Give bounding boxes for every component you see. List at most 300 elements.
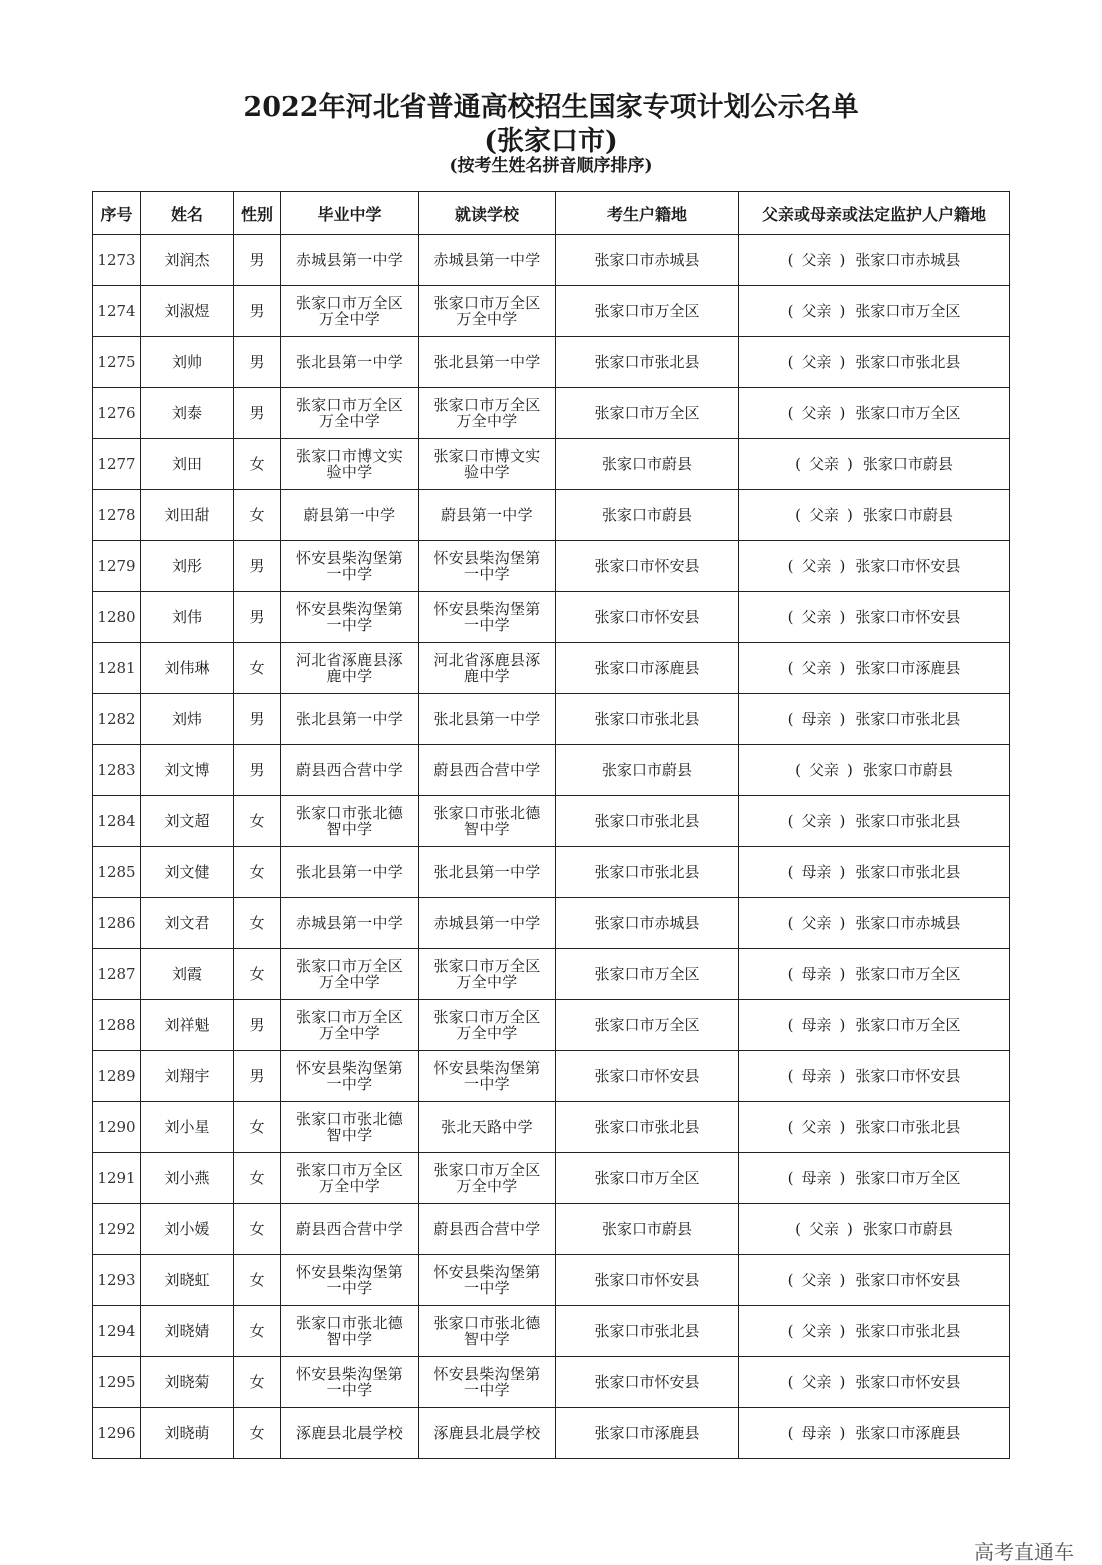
guardian-household-place: 张家口市赤城县: [855, 251, 961, 269]
guardian-household-place: 张家口市张北县: [855, 1118, 961, 1136]
cell-guardian-household: [739, 694, 1010, 745]
cell-household-registration: 张家口市万全区: [556, 1000, 739, 1051]
paren: ): [839, 659, 846, 677]
table-row: [93, 439, 1010, 490]
cell-serial-number: 1278: [93, 490, 141, 541]
guardian-relation: 父亲: [801, 404, 832, 422]
cell-current-school: 怀安县柴沟堡第一中学: [419, 1255, 556, 1306]
paren: (: [787, 1424, 794, 1442]
guardian-household-place: 张家口市万全区: [855, 302, 961, 320]
guardian-relation: 父亲: [801, 914, 832, 932]
cell-name: 刘彤: [141, 541, 234, 592]
cell-graduation-school: 蔚县第一中学: [281, 490, 419, 541]
cell-name: 刘田甜: [141, 490, 234, 541]
guardian-household-place: 张家口市张北县: [855, 353, 961, 371]
cell-gender: 女: [234, 1357, 281, 1408]
cell-current-school: 张家口市万全区万全中学: [419, 1153, 556, 1204]
table-row: [93, 1051, 1010, 1102]
guardian-household-place: 张家口市涿鹿县: [855, 659, 961, 677]
guardian-household-place: 张家口市怀安县: [855, 557, 961, 575]
cell-household-registration: 张家口市蔚县: [556, 745, 739, 796]
sort-note: (按考生姓名拼音顺序排序): [449, 156, 653, 176]
column-header: 就读学校: [419, 192, 556, 235]
cell-gender: 女: [234, 796, 281, 847]
guardian-relation: 父亲: [801, 1118, 832, 1136]
cell-guardian-household: [739, 541, 1010, 592]
cell-gender: 男: [234, 745, 281, 796]
cell-name: 刘伟琳: [141, 643, 234, 694]
paren: (: [787, 659, 794, 677]
paren: (: [787, 1169, 794, 1187]
cell-household-registration: 张家口市张北县: [556, 337, 739, 388]
cell-graduation-school: 河北省涿鹿县涿鹿中学: [281, 643, 419, 694]
cell-household-registration: 张家口市涿鹿县: [556, 643, 739, 694]
cell-guardian-household: [739, 898, 1010, 949]
table-row: [93, 1000, 1010, 1051]
table-row: [93, 1102, 1010, 1153]
guardian-household-place: 张家口市赤城县: [855, 914, 961, 932]
paren: (: [787, 1271, 794, 1289]
watermark: 高考直通车: [974, 1540, 1074, 1564]
guardian-relation: 母亲: [801, 965, 832, 983]
paren: ): [839, 710, 846, 728]
guardian-relation: 父亲: [801, 353, 832, 371]
paren: ): [839, 1067, 846, 1085]
paren: (: [795, 1220, 801, 1238]
cell-guardian-household: [739, 337, 1010, 388]
table-row: [93, 949, 1010, 1000]
paren: ): [847, 761, 853, 779]
cell-graduation-school: 张北县第一中学: [281, 337, 419, 388]
cell-name: 刘文健: [141, 847, 234, 898]
cell-name: 刘帅: [141, 337, 234, 388]
guardian-relation: 父亲: [801, 302, 832, 320]
guardian-household-place: 张家口市怀安县: [855, 1067, 961, 1085]
cell-gender: 男: [234, 337, 281, 388]
cell-serial-number: 1282: [93, 694, 141, 745]
cell-current-school: 张家口市万全区万全中学: [419, 949, 556, 1000]
cell-guardian-household: [739, 643, 1010, 694]
cell-serial-number: 1290: [93, 1102, 141, 1153]
cell-guardian-household: [739, 1408, 1010, 1459]
paren: (: [787, 1016, 794, 1034]
cell-serial-number: 1294: [93, 1306, 141, 1357]
paren: (: [787, 863, 794, 881]
cell-gender: 男: [234, 388, 281, 439]
guardian-relation: 父亲: [801, 1322, 832, 1340]
table-row: [93, 337, 1010, 388]
guardian-relation: 父亲: [808, 455, 839, 473]
guardian-relation: 母亲: [801, 1067, 832, 1085]
paren: (: [787, 1322, 794, 1340]
guardian-relation: 父亲: [801, 557, 832, 575]
cell-graduation-school: 张北县第一中学: [281, 694, 419, 745]
cell-guardian-household: [739, 286, 1010, 337]
cell-serial-number: 1284: [93, 796, 141, 847]
cell-current-school: 涿鹿县北晨学校: [419, 1408, 556, 1459]
table-row: [93, 286, 1010, 337]
guardian-household-place: 张家口市万全区: [855, 1016, 961, 1034]
cell-graduation-school: 怀安县柴沟堡第一中学: [281, 1255, 419, 1306]
cell-graduation-school: 张家口市万全区万全中学: [281, 1000, 419, 1051]
paren: ): [839, 1118, 846, 1136]
cell-gender: 男: [234, 235, 281, 286]
guardian-relation: 母亲: [801, 710, 832, 728]
cell-current-school: 张家口市万全区万全中学: [419, 1000, 556, 1051]
cell-gender: 男: [234, 541, 281, 592]
cell-serial-number: 1293: [93, 1255, 141, 1306]
cell-graduation-school: 怀安县柴沟堡第一中学: [281, 1051, 419, 1102]
paren: ): [839, 863, 846, 881]
paren: (: [787, 1373, 794, 1391]
cell-household-registration: 张家口市涿鹿县: [556, 1408, 739, 1459]
paren: ): [839, 608, 846, 626]
guardian-relation: 父亲: [808, 1220, 839, 1238]
paren: (: [787, 710, 794, 728]
paren: (: [787, 353, 794, 371]
paren: (: [787, 1067, 794, 1085]
cell-household-registration: 张家口市张北县: [556, 847, 739, 898]
table-row: [93, 541, 1010, 592]
cell-current-school: 怀安县柴沟堡第一中学: [419, 1357, 556, 1408]
guardian-relation: 父亲: [808, 761, 839, 779]
cell-current-school: 张家口市博文实验中学: [419, 439, 556, 490]
paren: (: [795, 455, 801, 473]
paren: ): [839, 914, 846, 932]
cell-graduation-school: 张家口市张北德智中学: [281, 1102, 419, 1153]
cell-current-school: 赤城县第一中学: [419, 898, 556, 949]
cell-guardian-household: [739, 1204, 1010, 1255]
cell-current-school: 蔚县西合营中学: [419, 745, 556, 796]
table-row: [93, 847, 1010, 898]
cell-name: 刘霞: [141, 949, 234, 1000]
cell-current-school: 张家口市万全区万全中学: [419, 286, 556, 337]
table-row: [93, 745, 1010, 796]
cell-name: 刘晓虹: [141, 1255, 234, 1306]
cell-graduation-school: 涿鹿县北晨学校: [281, 1408, 419, 1459]
cell-household-registration: 张家口市张北县: [556, 796, 739, 847]
cell-serial-number: 1279: [93, 541, 141, 592]
cell-serial-number: 1276: [93, 388, 141, 439]
cell-serial-number: 1291: [93, 1153, 141, 1204]
paren: ): [839, 557, 846, 575]
cell-name: 刘文博: [141, 745, 234, 796]
cell-serial-number: 1296: [93, 1408, 141, 1459]
cell-current-school: 怀安县柴沟堡第一中学: [419, 541, 556, 592]
cell-household-registration: 张家口市蔚县: [556, 490, 739, 541]
column-header: 父亲或母亲或法定监护人户籍地: [739, 192, 1010, 235]
table-row: [93, 1306, 1010, 1357]
paren: (: [787, 1118, 794, 1136]
guardian-household-place: 张家口市怀安县: [855, 1271, 961, 1289]
cell-graduation-school: 张家口市万全区万全中学: [281, 1153, 419, 1204]
guardian-household-place: 张家口市怀安县: [855, 608, 961, 626]
guardian-household-place: 张家口市万全区: [855, 965, 961, 983]
table-row: [93, 694, 1010, 745]
paren: ): [839, 404, 846, 422]
cell-gender: 女: [234, 847, 281, 898]
cell-graduation-school: 怀安县柴沟堡第一中学: [281, 592, 419, 643]
cell-guardian-household: [739, 1051, 1010, 1102]
guardian-relation: 母亲: [801, 863, 832, 881]
cell-current-school: 张北县第一中学: [419, 847, 556, 898]
paren: ): [839, 1424, 846, 1442]
cell-graduation-school: 张家口市万全区万全中学: [281, 949, 419, 1000]
cell-guardian-household: [739, 1357, 1010, 1408]
cell-guardian-household: [739, 1102, 1010, 1153]
cell-gender: 男: [234, 1051, 281, 1102]
cell-gender: 女: [234, 439, 281, 490]
cell-guardian-household: [739, 847, 1010, 898]
cell-guardian-household: [739, 592, 1010, 643]
cell-serial-number: 1281: [93, 643, 141, 694]
cell-household-registration: 张家口市万全区: [556, 388, 739, 439]
guardian-household-place: 张家口市涿鹿县: [855, 1424, 961, 1442]
guardian-household-place: 张家口市张北县: [855, 1322, 961, 1340]
column-header: 序号: [93, 192, 141, 235]
guardian-household-place: 张家口市张北县: [855, 710, 961, 728]
table-row: [93, 490, 1010, 541]
cell-current-school: 张北县第一中学: [419, 694, 556, 745]
cell-name: 刘文君: [141, 898, 234, 949]
cell-guardian-household: [739, 1306, 1010, 1357]
cell-gender: 男: [234, 592, 281, 643]
table-row: [93, 235, 1010, 286]
paren: ): [839, 812, 846, 830]
cell-current-school: 张家口市张北德智中学: [419, 796, 556, 847]
page-subtitle: (张家口市): [484, 126, 618, 157]
cell-graduation-school: 张家口市万全区万全中学: [281, 388, 419, 439]
table-row: [93, 592, 1010, 643]
cell-current-school: 怀安县柴沟堡第一中学: [419, 1051, 556, 1102]
paren: ): [839, 353, 846, 371]
cell-serial-number: 1280: [93, 592, 141, 643]
cell-name: 刘田: [141, 439, 234, 490]
cell-name: 刘小星: [141, 1102, 234, 1153]
roster-table: [92, 191, 1010, 1459]
cell-gender: 女: [234, 1255, 281, 1306]
cell-gender: 女: [234, 1204, 281, 1255]
cell-current-school: 怀安县柴沟堡第一中学: [419, 592, 556, 643]
cell-graduation-school: 张家口市张北德智中学: [281, 1306, 419, 1357]
cell-guardian-household: [739, 439, 1010, 490]
table-row: [93, 1153, 1010, 1204]
cell-graduation-school: 张家口市张北德智中学: [281, 796, 419, 847]
cell-graduation-school: 赤城县第一中学: [281, 235, 419, 286]
guardian-household-place: 张家口市万全区: [855, 404, 961, 422]
cell-gender: 女: [234, 1306, 281, 1357]
paren: (: [787, 608, 794, 626]
cell-serial-number: 1295: [93, 1357, 141, 1408]
cell-name: 刘晓萌: [141, 1408, 234, 1459]
table-row: [93, 898, 1010, 949]
guardian-relation: 母亲: [801, 1424, 832, 1442]
paren: ): [839, 1373, 846, 1391]
cell-gender: 女: [234, 1102, 281, 1153]
cell-household-registration: 张家口市怀安县: [556, 1357, 739, 1408]
guardian-relation: 父亲: [801, 1271, 832, 1289]
cell-name: 刘润杰: [141, 235, 234, 286]
guardian-household-place: 张家口市张北县: [855, 812, 961, 830]
cell-graduation-school: 怀安县柴沟堡第一中学: [281, 541, 419, 592]
cell-current-school: 张家口市万全区万全中学: [419, 388, 556, 439]
cell-current-school: 张家口市张北德智中学: [419, 1306, 556, 1357]
table-row: [93, 1255, 1010, 1306]
cell-household-registration: 张家口市万全区: [556, 949, 739, 1000]
cell-name: 刘文超: [141, 796, 234, 847]
column-header: 考生户籍地: [556, 192, 739, 235]
table-row: [93, 1408, 1010, 1459]
column-header: 毕业中学: [281, 192, 419, 235]
column-header: 性别: [234, 192, 281, 235]
guardian-relation: 父亲: [801, 812, 832, 830]
guardian-household-place: 张家口市张北县: [855, 863, 961, 881]
cell-serial-number: 1285: [93, 847, 141, 898]
cell-name: 刘祥魁: [141, 1000, 234, 1051]
paren: ): [839, 1322, 846, 1340]
guardian-household-place: 张家口市怀安县: [855, 1373, 961, 1391]
guardian-household-place: 张家口市万全区: [855, 1169, 961, 1187]
guardian-household-place: 张家口市蔚县: [862, 761, 953, 779]
cell-household-registration: 张家口市张北县: [556, 1306, 739, 1357]
column-header: 姓名: [141, 192, 234, 235]
cell-household-registration: 张家口市万全区: [556, 286, 739, 337]
table-row: [93, 796, 1010, 847]
paren: (: [787, 557, 794, 575]
cell-name: 刘伟: [141, 592, 234, 643]
cell-serial-number: 1287: [93, 949, 141, 1000]
guardian-household-place: 张家口市蔚县: [862, 506, 953, 524]
cell-household-registration: 张家口市张北县: [556, 694, 739, 745]
guardian-relation: 母亲: [801, 1016, 832, 1034]
cell-guardian-household: [739, 745, 1010, 796]
paren: (: [787, 251, 794, 269]
cell-serial-number: 1273: [93, 235, 141, 286]
cell-name: 刘泰: [141, 388, 234, 439]
cell-current-school: 河北省涿鹿县涿鹿中学: [419, 643, 556, 694]
cell-household-registration: 张家口市怀安县: [556, 1051, 739, 1102]
paren: ): [839, 965, 846, 983]
cell-guardian-household: [739, 1000, 1010, 1051]
table-row: [93, 643, 1010, 694]
guardian-relation: 父亲: [801, 1373, 832, 1391]
table-row: [93, 1357, 1010, 1408]
cell-gender: 女: [234, 1408, 281, 1459]
cell-name: 刘小燕: [141, 1153, 234, 1204]
cell-household-registration: 张家口市怀安县: [556, 1255, 739, 1306]
cell-guardian-household: [739, 796, 1010, 847]
guardian-relation: 父亲: [801, 659, 832, 677]
paren: (: [787, 302, 794, 320]
cell-household-registration: 张家口市赤城县: [556, 898, 739, 949]
cell-guardian-household: [739, 1153, 1010, 1204]
cell-gender: 男: [234, 286, 281, 337]
cell-gender: 女: [234, 1153, 281, 1204]
cell-graduation-school: 张北县第一中学: [281, 847, 419, 898]
cell-guardian-household: [739, 490, 1010, 541]
cell-household-registration: 张家口市怀安县: [556, 592, 739, 643]
paren: (: [787, 812, 794, 830]
cell-name: 刘晓婧: [141, 1306, 234, 1357]
cell-graduation-school: 怀安县柴沟堡第一中学: [281, 1357, 419, 1408]
cell-serial-number: 1274: [93, 286, 141, 337]
page-title: 2022年河北省普通高校招生国家专项计划公示名单: [243, 92, 859, 123]
cell-serial-number: 1277: [93, 439, 141, 490]
table-body: [93, 235, 1010, 1459]
paren: ): [847, 506, 853, 524]
cell-current-school: 蔚县第一中学: [419, 490, 556, 541]
cell-gender: 女: [234, 949, 281, 1000]
cell-current-school: 蔚县西合营中学: [419, 1204, 556, 1255]
cell-gender: 男: [234, 694, 281, 745]
guardian-relation: 父亲: [808, 506, 839, 524]
cell-serial-number: 1292: [93, 1204, 141, 1255]
cell-household-registration: 张家口市赤城县: [556, 235, 739, 286]
cell-name: 刘晓菊: [141, 1357, 234, 1408]
cell-gender: 女: [234, 490, 281, 541]
guardian-relation: 父亲: [801, 251, 832, 269]
paren: (: [787, 914, 794, 932]
paren: ): [839, 251, 846, 269]
cell-guardian-household: [739, 1255, 1010, 1306]
paren: ): [839, 1016, 846, 1034]
table-header-row: [93, 192, 1010, 235]
paren: ): [839, 302, 846, 320]
paren: (: [787, 965, 794, 983]
cell-name: 刘翔宇: [141, 1051, 234, 1102]
cell-guardian-household: [739, 235, 1010, 286]
cell-gender: 女: [234, 643, 281, 694]
cell-current-school: 张北天路中学: [419, 1102, 556, 1153]
cell-graduation-school: 赤城县第一中学: [281, 898, 419, 949]
cell-serial-number: 1275: [93, 337, 141, 388]
cell-serial-number: 1288: [93, 1000, 141, 1051]
cell-graduation-school: 张家口市博文实验中学: [281, 439, 419, 490]
cell-graduation-school: 张家口市万全区万全中学: [281, 286, 419, 337]
paren: ): [847, 455, 853, 473]
paren: (: [795, 761, 801, 779]
cell-current-school: 张北县第一中学: [419, 337, 556, 388]
cell-name: 刘炜: [141, 694, 234, 745]
guardian-household-place: 张家口市蔚县: [862, 455, 953, 473]
cell-gender: 女: [234, 898, 281, 949]
paren: (: [787, 404, 794, 422]
paren: ): [839, 1169, 846, 1187]
cell-name: 刘淑煜: [141, 286, 234, 337]
cell-household-registration: 张家口市蔚县: [556, 439, 739, 490]
cell-serial-number: 1283: [93, 745, 141, 796]
cell-household-registration: 张家口市怀安县: [556, 541, 739, 592]
cell-graduation-school: 蔚县西合营中学: [281, 745, 419, 796]
cell-serial-number: 1286: [93, 898, 141, 949]
table-row: [93, 1204, 1010, 1255]
cell-current-school: 赤城县第一中学: [419, 235, 556, 286]
guardian-household-place: 张家口市蔚县: [862, 1220, 953, 1238]
cell-household-registration: 张家口市蔚县: [556, 1204, 739, 1255]
paren: ): [839, 1271, 846, 1289]
cell-guardian-household: [739, 388, 1010, 439]
table-row: [93, 388, 1010, 439]
paren: (: [795, 506, 801, 524]
cell-serial-number: 1289: [93, 1051, 141, 1102]
paren: ): [847, 1220, 853, 1238]
cell-name: 刘小媛: [141, 1204, 234, 1255]
guardian-relation: 母亲: [801, 1169, 832, 1187]
cell-guardian-household: [739, 949, 1010, 1000]
cell-graduation-school: 蔚县西合营中学: [281, 1204, 419, 1255]
cell-household-registration: 张家口市张北县: [556, 1102, 739, 1153]
guardian-relation: 父亲: [801, 608, 832, 626]
